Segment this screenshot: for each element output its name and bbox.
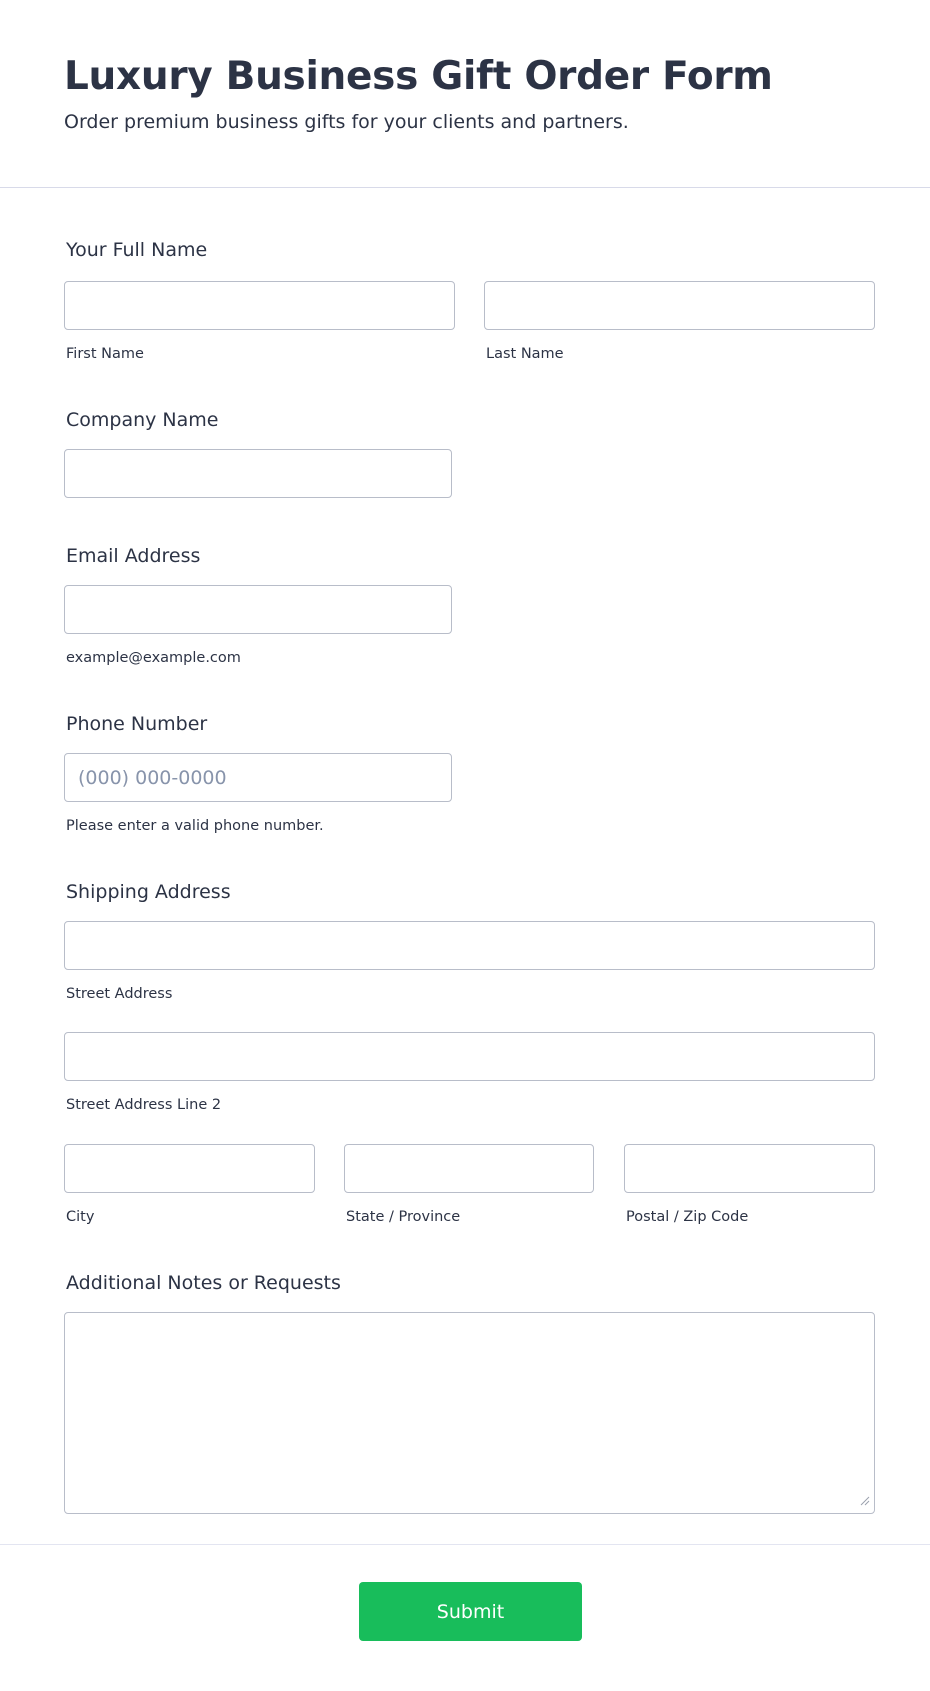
phone-label: Phone Number [66,713,208,735]
street-address-sublabel: Street Address [66,986,173,1002]
email-input[interactable] [64,585,452,634]
postal-zip-input[interactable] [624,1144,875,1193]
phone-sublabel: Please enter a valid phone number. [66,818,324,834]
first-name-sublabel: First Name [66,346,144,362]
full-name-label: Your Full Name [66,239,208,261]
phone-input[interactable] [64,753,452,802]
form-title: Luxury Business Gift Order Form [64,54,773,99]
city-sublabel: City [66,1209,95,1225]
email-sublabel: example@example.com [66,650,241,666]
shipping-address-label: Shipping Address [66,881,231,903]
last-name-sublabel: Last Name [486,346,564,362]
additional-notes-label: Additional Notes or Requests [66,1272,341,1294]
state-province-input[interactable] [344,1144,594,1193]
city-input[interactable] [64,1144,315,1193]
additional-notes-textarea[interactable] [64,1312,875,1514]
form-header [0,0,930,188]
email-label: Email Address [66,545,201,567]
form-subtitle: Order premium business gifts for your clients and partners. [64,111,629,133]
last-name-input[interactable] [484,281,875,330]
street-address-line2-sublabel: Street Address Line 2 [66,1097,222,1113]
street-address-line2-input[interactable] [64,1032,875,1081]
street-address-input[interactable] [64,921,875,970]
submit-button[interactable]: Submit [359,1582,582,1641]
resize-handle-icon[interactable] [860,1496,870,1506]
first-name-input[interactable] [64,281,455,330]
postal-zip-sublabel: Postal / Zip Code [626,1209,749,1225]
company-name-label: Company Name [66,409,219,431]
state-province-sublabel: State / Province [346,1209,461,1225]
company-name-input[interactable] [64,449,452,498]
